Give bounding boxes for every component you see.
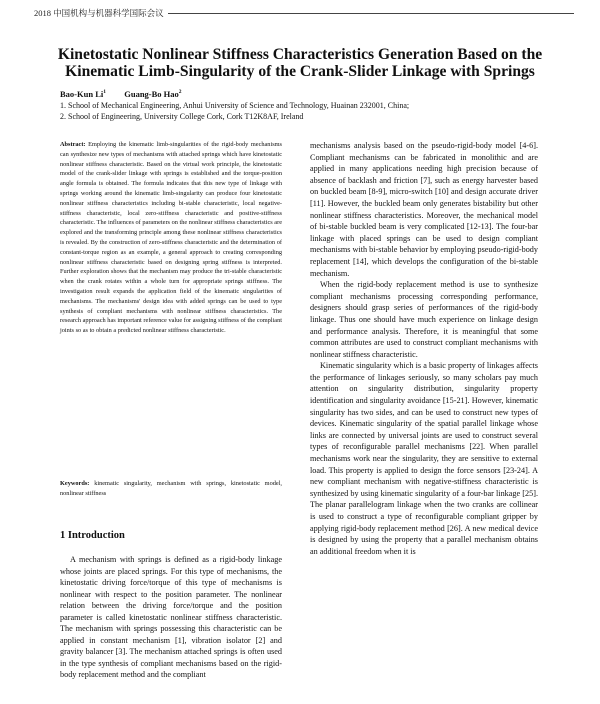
running-header bbox=[34, 6, 574, 20]
abstract bbox=[60, 140, 282, 336]
right-column-body bbox=[310, 140, 538, 557]
author-2: Guang-Bo Hao bbox=[124, 89, 179, 99]
author-1-affil-mark: 1 bbox=[103, 89, 106, 96]
abstract-label: Abstract: bbox=[60, 141, 86, 148]
affiliation-2: 2. School of Engineering, University College Cork, Cork T12K8AF, Ireland bbox=[60, 112, 304, 121]
author-list bbox=[60, 89, 182, 99]
keywords-label: Keywords: bbox=[60, 480, 90, 487]
left-column-body bbox=[60, 554, 282, 681]
right-paragraph-3: Kinematic singularity which is a basic property of linkages affects the performance of linkages seriously, so many scholars pay much attention on singularity distribution, singularity property identification and singularity avoidance [15-21]. However, kinematic singularity has two sides, and can be used to construct new types of devices. Kinematic singularity of the spatial parallel linkage whose links are connected by universal joints are used to construct several types of reconfigurable parallel mechanisms [22]. When parallel mechanisms work near the singularity, they are sensitive to external load. This property is applied to design the force sensors [23-24]. A new compliant mechanism with negative-stiffness characteristic is synthesized by using kinematic singularity of a four-bar linkage [25]. The planar parallelogram linkage when the two cranks are collinear is used to construct a type of reconfigurable compliant gripper by applying rigid-body replacement method [26]. A new medical device is designed by using the property that a parallel mechanism obtains an additional freedom when it is bbox=[310, 361, 538, 556]
left-paragraph-1: A mechanism with springs is defined as a rigid-body linkage whose joints are placed springs. For this type of mechanisms, the kinetostatic driving force/torque of this type of mechanisms is nonlinear with respect to the position parameter. The nonlinear relation between the driving force/torque and the position parameter is called kinetostatic nonlinear stiffness characteristic. The mechanism with springs possessing this characteristic can be applied in constant mechanism [1], vibration isolator [2] and gravity balancer [3]. The mechanism attached springs is often used in the type synthesis of compliant mechanisms based on the rigid-body replacement method and the compliant bbox=[60, 555, 282, 679]
title-line-1: Kinetostatic Nonlinear Stiffness Characteristics Generation Based on the bbox=[57, 46, 543, 63]
keywords-text: kinematic singularity, mechanism with springs, kinetostatic model, nonlinear stiffness bbox=[60, 480, 282, 497]
right-paragraph-2: When the rigid-body replacement method is use to synthesize compliant mechanisms processing corresponding performance, designers should grasp series of performances of the rigid-body linkage. Thus one should have much experience on linkage design and performance analysis. Therefore, it is meaningful that some common attributes are used to construct compliant mechanisms with nonlinear stiffness characteristic. bbox=[310, 280, 538, 359]
author-1: Bao-Kun Li bbox=[60, 89, 104, 99]
section-heading-introduction: 1 Introduction bbox=[60, 530, 125, 541]
affiliation-1: 1. School of Mechanical Engineering, Anhui University of Science and Technology, Huainan 232001, China; bbox=[60, 101, 410, 110]
paper-title bbox=[30, 46, 570, 80]
right-paragraph-1: mechanisms analysis based on the pseudo-rigid-body model [4-6]. Compliant mechanisms can be fabricated in monolithic and are applied in many applications needing high precision because of absence of backlash and friction [7], such as energy harvester based on buckled beam [8-9], micro-switch [10] and design accurate driver [11]. However, the buckled beam only generates bistability but other nonlinear stiffness characteristics. Moreover, the mechanical model of bi-stable buckled beam is very complicated [12-13]. The four-bar linkage with placed springs can be used to design compliant mechanisms with bi-stable behavior by employing pseudo-rigid-body replacement [14], which develops the configuration of the bi-stable mechanism. bbox=[310, 141, 538, 278]
abstract-text: Employing the kinematic limb-singularities of the rigid-body mechanisms can synthesize new types of mechanisms with attached springs which have kinetostatic nonlinear stiffness characteristic. Based on the virtual work principle, the kinetostatic model of the crank-slider linkage with springs is established and the torque-position angle formula is obtained. The formula indicates that this new type of linkage with springs working around the kinematic limb-singularity can produce four kinetostatic nonlinear stiffness characteristics including bi-stable characteristic, local negative-stiffness characteristic, local zero-stiffness characteristic and positive-stiffness characteristic. The influences of parameters on the nonlinear stiffness characteristics are explored and the transforming principle among these nonlinear stiffness characteristics is revealed. By the construction of zero-stiffness characteristic and the determination of constant-torque region as an example, a general approach to creating corresponding nonlinear stiffness characteristic based on designing spring stiffness is interpreted. Further exploration shows that the mechanism may produce the tri-stable characteristic when the crank rotates within a whole turn for appropriate springs stiffness. The investigation result expands the application field of the kinematic singularities of mechanisms. The mechanisms' design idea with added springs can be used to type synthesis of compliant mechanisms with nonlinear stiffness characteristics. The research approach has important reference value for assigning stiffness of the compliant joints so as to obtain a predicted nonlinear stiffness characteristic. bbox=[60, 141, 282, 335]
header-text: 2018 中国机构与机器科学国际会议 bbox=[34, 6, 168, 20]
keywords bbox=[60, 479, 282, 499]
author-2-affil-mark: 2 bbox=[178, 89, 182, 96]
title-line-2: Kinematic Limb-Singularity of the Crank-Slider Linkage with Springs bbox=[65, 63, 535, 80]
